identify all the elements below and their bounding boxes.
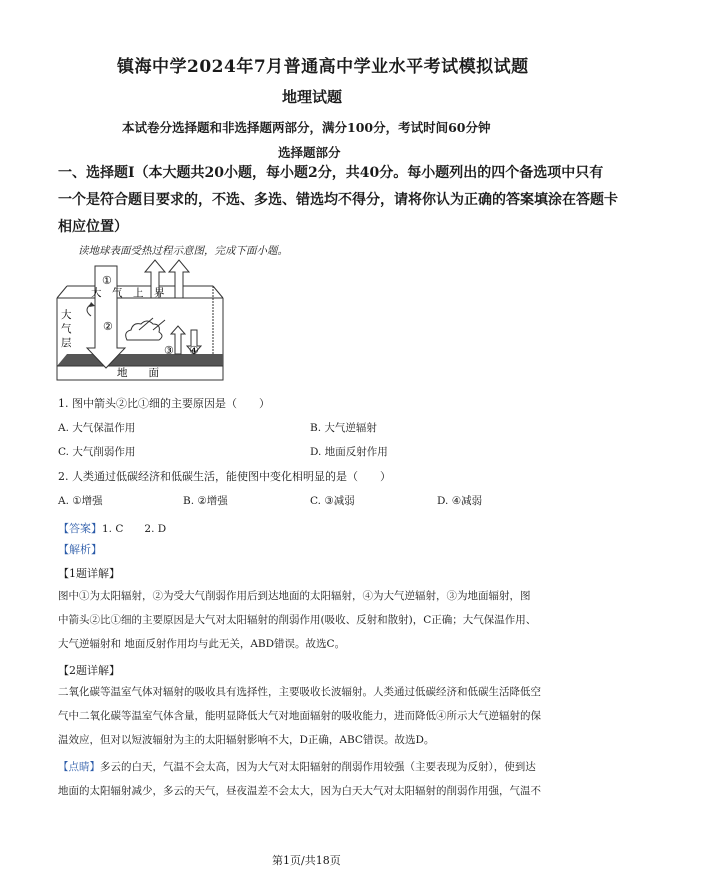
q1-option-c: C. 大气削弱作用	[58, 446, 136, 458]
detail2-line-3: 温效应，但对以短波辐射为主的太阳辐射影响不大，D正确，ABC错误。故选D。	[58, 734, 435, 746]
section-instructions	[58, 160, 658, 241]
tip-text	[58, 755, 658, 803]
detail2-tag: 【2题详解】	[58, 664, 120, 677]
reflect-arrow-2	[169, 260, 189, 298]
detail1-line-1: 图中①为太阳辐射，②为受大气削弱作用后到达地面的太阳辐射，④为大气逆辐射，③为地面辐射，图	[58, 590, 531, 602]
tip-line-1: 多云的白天，气温不会太高，因为大气对太阳辐射的削弱作用较强（主要表现为反射），使到达	[100, 761, 536, 773]
q2-option-c: C. ③减弱	[310, 495, 355, 507]
tip-line-2: 地面的太阳辐射减少，多云的天气，昼夜温差不会太大，因为白天大气对太阳辐射的削弱作用强，气温不	[58, 785, 541, 797]
q1-option-d: D. 地面反射作用	[310, 446, 388, 458]
analysis-tag: 【解析】	[58, 543, 102, 556]
section-line-2: 一个是符合题目要求的，不选、多选、错选均不得分，请将你认为正确的答案填涂在答题卡	[58, 192, 618, 208]
label-2: ②	[103, 320, 113, 333]
q1-option-a: A. 大气保温作用	[58, 422, 136, 434]
earth-heating-diagram	[55, 258, 235, 390]
detail1-text	[58, 584, 658, 656]
answer-line	[58, 517, 166, 536]
q2-option-d: D. ④减弱	[437, 495, 483, 507]
page-number: 第1页/共18页	[272, 854, 341, 867]
label-atmo-layer-1: 大	[61, 309, 72, 321]
label-atmo-layer-3: 层	[61, 337, 72, 349]
detail2-line-2: 气中二氧化碳等温室气体含量，能明显降低大气对地面辐射的吸收能力，进而降低④所示大气逆辐射的保	[58, 710, 541, 722]
detail1-tag: 【1题详解】	[58, 567, 120, 580]
q2-option-a: A. ①增强	[58, 495, 103, 507]
part-title: 选择题部分	[278, 145, 341, 160]
detail2-text	[58, 680, 658, 752]
q2-option-b: B. ②增强	[183, 495, 228, 507]
label-atmo-upper: 大 气 上 界	[91, 287, 165, 299]
detail2-line-1: 二氧化碳等温室气体对辐射的吸收具有选择性，主要吸收长波辐射。人类通过低碳经济和低碳生活降低空	[58, 686, 541, 698]
reading-instruction: 读地球表面受热过程示意图，完成下面小题。	[78, 245, 288, 257]
label-4: ④	[189, 344, 199, 357]
answer-tag: 【答案】	[58, 522, 102, 535]
page-title: 镇海中学2024年7月普通高中学业水平考试模拟试题	[117, 57, 529, 77]
section-line-1: 一、选择题Ⅰ（本大题共20小题，每小题2分，共40分。每小题列出的四个备选项中只有	[58, 165, 604, 181]
q2-stem: 2. 人类通过低碳经济和低碳生活，能使图中变化相明显的是（ ）	[58, 470, 391, 483]
label-atmo-layer-2: 气	[61, 323, 72, 335]
subject-title: 地理试题	[282, 88, 343, 106]
section-line-3: 相应位置）	[58, 219, 128, 235]
q1-stem: 1. 图中箭头②比①细的主要原因是（ ）	[58, 397, 270, 410]
q1-option-b: B. 大气逆辐射	[310, 422, 377, 434]
tip-tag: 【点睛】	[58, 761, 100, 773]
cloud-icon	[126, 321, 162, 340]
exam-note: 本试卷分选择题和非选择题两部分，满分100分，考试时间60分钟	[122, 120, 491, 135]
detail1-line-3: 大气逆辐射和 地面反射作用均与此无关，ABD错误。故选C。	[58, 638, 346, 650]
label-ground: 地 面	[117, 367, 159, 379]
detail1-line-2: 中箭头②比①细的主要原因是大气对太阳辐射的削弱作用(吸收、反射和散射)，C正确；大气保温作用、	[58, 614, 537, 626]
label-1: ①	[102, 274, 112, 287]
answer-text: 1. C 2. D	[102, 523, 167, 535]
label-3: ③	[164, 344, 174, 357]
